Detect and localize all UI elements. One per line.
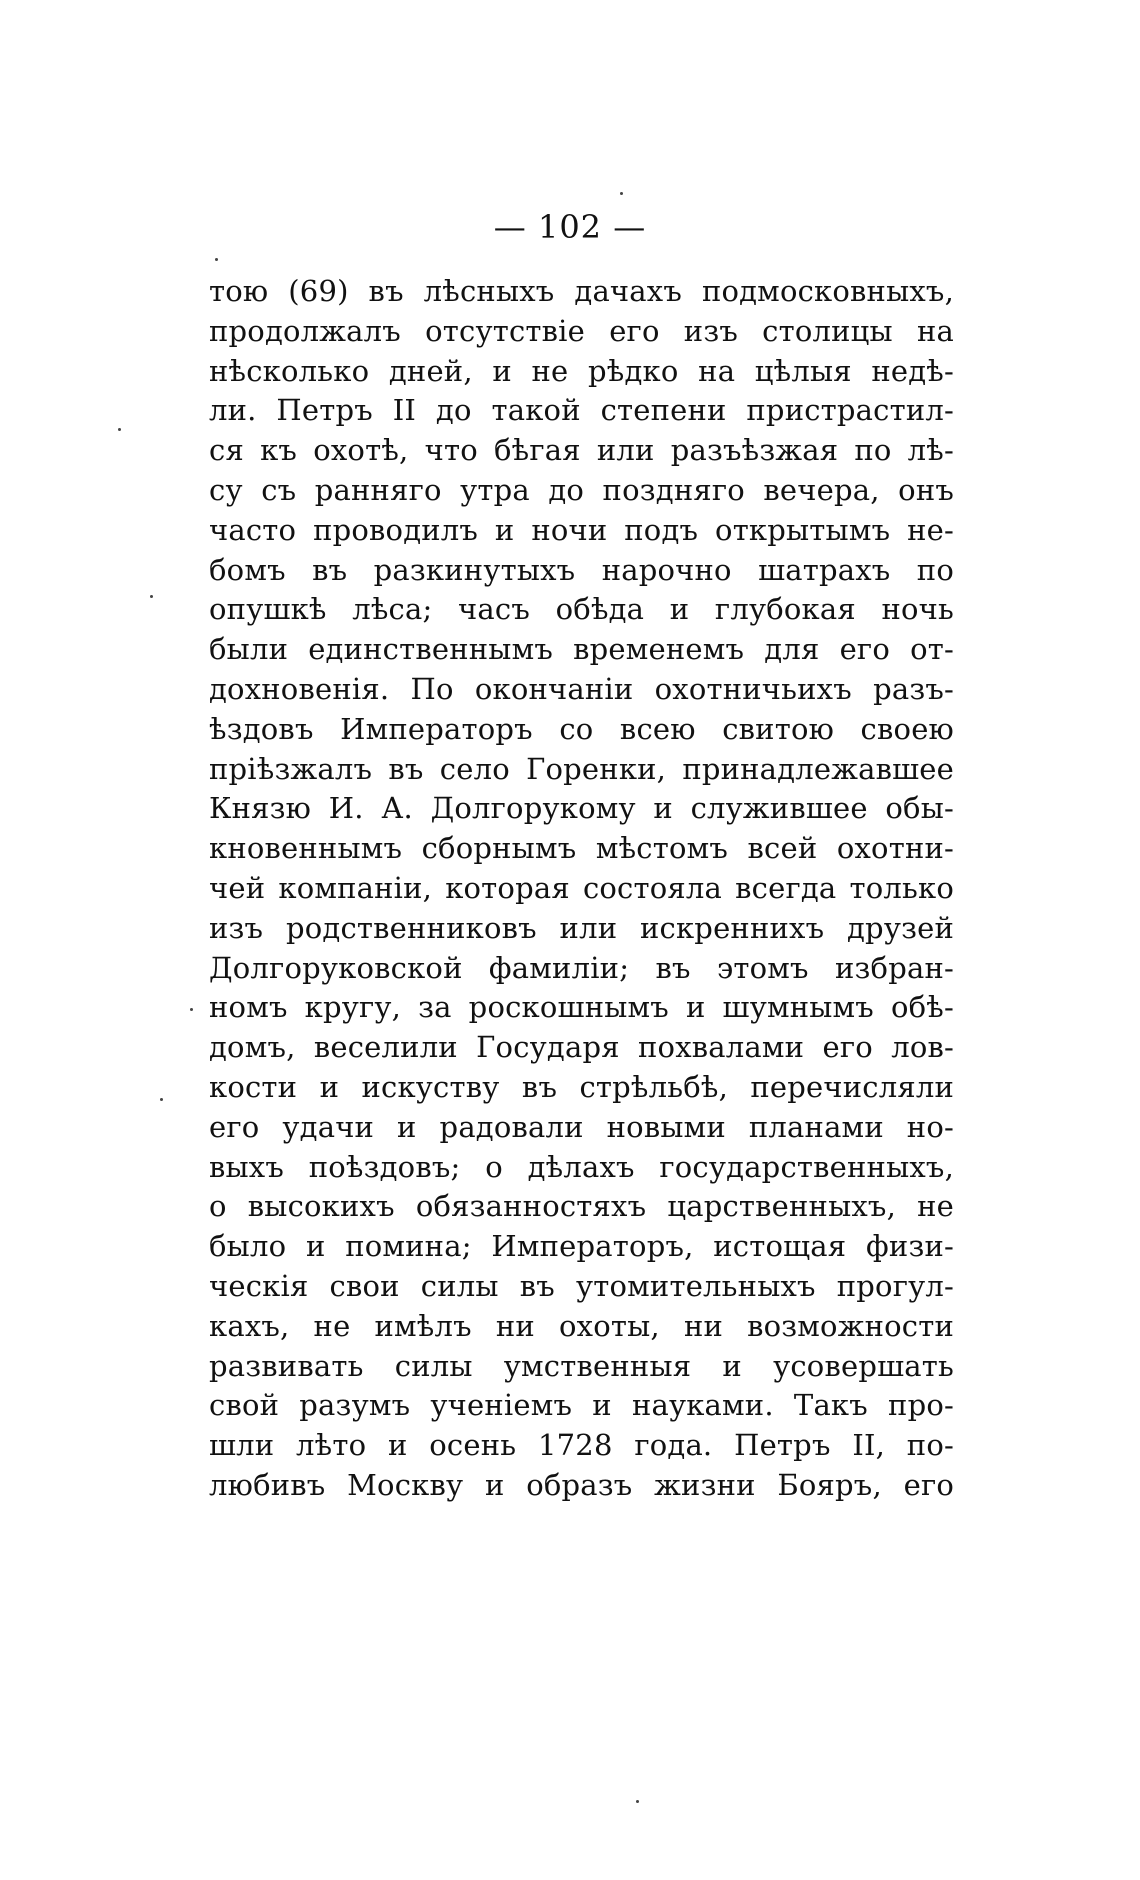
text-line: о высокихъ обязанностяхъ царственныхъ, не [209,1189,954,1224]
text-line: чей компаніи, которая состояла всегда только [209,870,954,905]
scan-speck [215,258,218,261]
text-line: продолжалъ отсутствіе его изъ столицы на [209,313,954,348]
text-line: любивъ Москву и образъ жизни Бояръ, его [209,1467,954,1502]
scan-speck [160,1098,163,1101]
text-line: развивать силы умственныя и усовершать [209,1348,954,1383]
text-line: тою (69) въ лѣсныхъ дачахъ подмосковныхъ, [209,274,954,308]
text-line: ѣздовъ Императоръ со всею свитою своею [209,711,954,746]
text-line: домъ, веселили Государя похвалами его лов- [209,1030,954,1065]
text-line: кости и искуству въ стрѣльбѣ, перечисляли [209,1069,954,1104]
text-line: Князю И. А. Долгорукому и служившее обы- [209,791,954,826]
scan-speck [190,1008,193,1011]
body-text [209,272,954,1506]
text-line: было и помина; Императоръ, истощая физи- [209,1229,954,1264]
scan-speck [620,192,623,195]
text-line: дохновенія. По окончаніи охотничьихъ разъ- [209,671,954,706]
text-line: ли. Петръ II до такой степени пристрастил- [209,393,954,428]
text-line: бомъ въ разкинутыхъ нарочно шатрахъ по [209,552,954,587]
text-line: номъ кругу, за роскошнымъ и шумнымъ обѣ- [209,990,954,1025]
text-line: были единственнымъ временемъ для его от- [209,632,954,667]
text-line: ческія свои силы въ утомительныхъ прогул- [209,1268,954,1303]
text-line: его удачи и радовали новыми планами но- [209,1109,954,1144]
text-line: шли лѣто и осень 1728 года. Петръ II, по- [209,1428,954,1463]
text-line: су съ ранняго утра до поздняго вечера, онъ [209,472,954,507]
text-line: пріѣзжалъ въ село Горенки, принадлежавшее [209,751,954,786]
text-line: выхъ поѣздовъ; о дѣлахъ государственныхъ, [209,1149,954,1184]
text-line: опушкѣ лѣса; часъ обѣда и глубокая ночь [209,592,954,627]
text-line: нѣсколько дней, и не рѣдко на цѣлыя недѣ- [209,353,954,388]
text-line: изъ родственниковъ или искреннихъ друзей [209,910,954,945]
text-line: Долгоруковской фамиліи; въ этомъ избран- [209,950,954,985]
page-number: — 102 — [493,208,647,246]
text-line: свой разумъ ученіемъ и науками. Такъ про- [209,1388,954,1423]
scan-speck [636,1800,639,1803]
scan-speck [150,595,153,598]
scan-speck [118,428,121,431]
text-line: кновеннымъ сборнымъ мѣстомъ всей охотни- [209,831,954,866]
text-line: часто проводилъ и ночи подъ открытымъ не- [209,512,954,547]
text-line: кахъ, не имѣлъ ни охоты, ни возможности [209,1308,954,1343]
text-line: ся къ охотѣ, что бѣгая или разъѣзжая по лѣ- [209,433,954,468]
